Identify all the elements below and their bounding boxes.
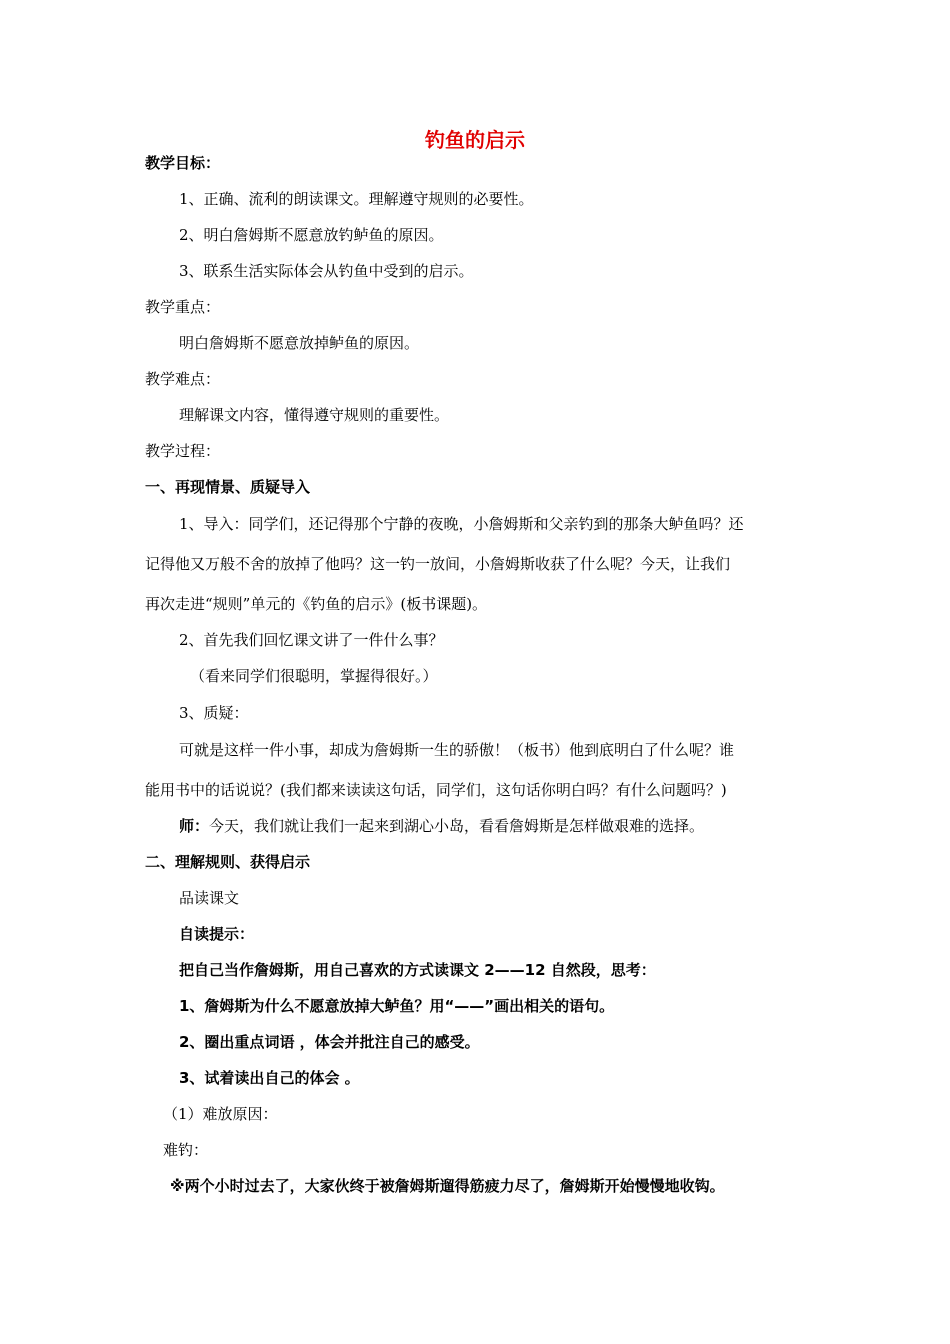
hint-item: 3、试着读出自己的体会 。 xyxy=(179,1069,360,1087)
section1-paragraph-line: 1、导入：同学们，还记得那个宁静的夜晚，小詹姆斯和父亲钓到的那条大鲈鱼吗？还 xyxy=(179,515,744,533)
page-title: 钓鱼的启示 xyxy=(425,128,525,152)
process-heading: 教学过程： xyxy=(145,442,221,460)
section1-query: 3、质疑： xyxy=(179,704,249,722)
section1-question: 2、首先我们回忆课文讲了一件什么事？ xyxy=(179,631,444,649)
hard-fish-label: 难钓： xyxy=(163,1141,209,1159)
section1-paragraph-line: 再次走进“规则”单元的《钓鱼的启示》(板书课题)。 xyxy=(145,595,488,613)
hint-item: 1、詹姆斯为什么不愿意放掉大鲈鱼？用“——”画出相关的语句。 xyxy=(179,997,615,1015)
hint-item: 2、圈出重点词语 ，体会并批注自己的感受。 xyxy=(179,1033,480,1051)
section1-paragraph-line: 能用书中的话说说？(我们都来读读这句话，同学们，这句话你明白吗？有什么问题吗？) xyxy=(145,781,727,799)
section1-heading: 一、再现情景、质疑导入 xyxy=(145,478,311,496)
difficulty-text: 理解课文内容，懂得遵守规则的重要性。 xyxy=(179,406,450,424)
objective-item: 2、明白詹姆斯不愿意放钓鲈鱼的原因。 xyxy=(179,226,444,244)
teacher-line xyxy=(179,815,704,837)
reason-heading: （1）难放原因： xyxy=(163,1105,278,1123)
section1-note: （看来同学们很聪明，掌握得很好。） xyxy=(190,667,438,685)
section2-heading: 二、理解规则、获得启示 xyxy=(145,853,311,871)
objectives-heading: 教学目标： xyxy=(145,154,221,172)
self-reading-hint-intro: 把自己当作詹姆斯，用自己喜欢的方式读课文 2——12 自然段，思考： xyxy=(179,961,656,979)
teacher-label: 师： xyxy=(179,817,210,835)
self-reading-hint-heading: 自读提示： xyxy=(179,925,255,943)
teacher-text: 今天，我们就让我们一起来到湖心小岛，看看詹姆斯是怎样做艰难的选择。 xyxy=(209,817,705,835)
section1-paragraph-line: 记得他又万般不舍的放掉了他吗？这一钓一放间，小詹姆斯收获了什么呢？今天，让我们 xyxy=(145,555,731,573)
section1-paragraph-line: 可就是这样一件小事，却成为詹姆斯一生的骄傲！（板书）他到底明白了什么呢？谁 xyxy=(179,741,735,759)
objective-item: 3、联系生活实际体会从钓鱼中受到的启示。 xyxy=(179,262,474,280)
difficulty-heading: 教学难点： xyxy=(145,370,221,388)
key-point-text: 明白詹姆斯不愿意放掉鲈鱼的原因。 xyxy=(179,334,420,352)
section2-subheading: 品读课文 xyxy=(179,889,240,907)
key-point-heading: 教学重点： xyxy=(145,298,221,316)
text-quote: ※两个小时过去了，大家伙终于被詹姆斯遛得筋疲力尽了，詹姆斯开始慢慢地收钩。 xyxy=(170,1177,725,1195)
objective-item: 1、正确、流利的朗读课文。理解遵守规则的必要性。 xyxy=(179,190,534,208)
